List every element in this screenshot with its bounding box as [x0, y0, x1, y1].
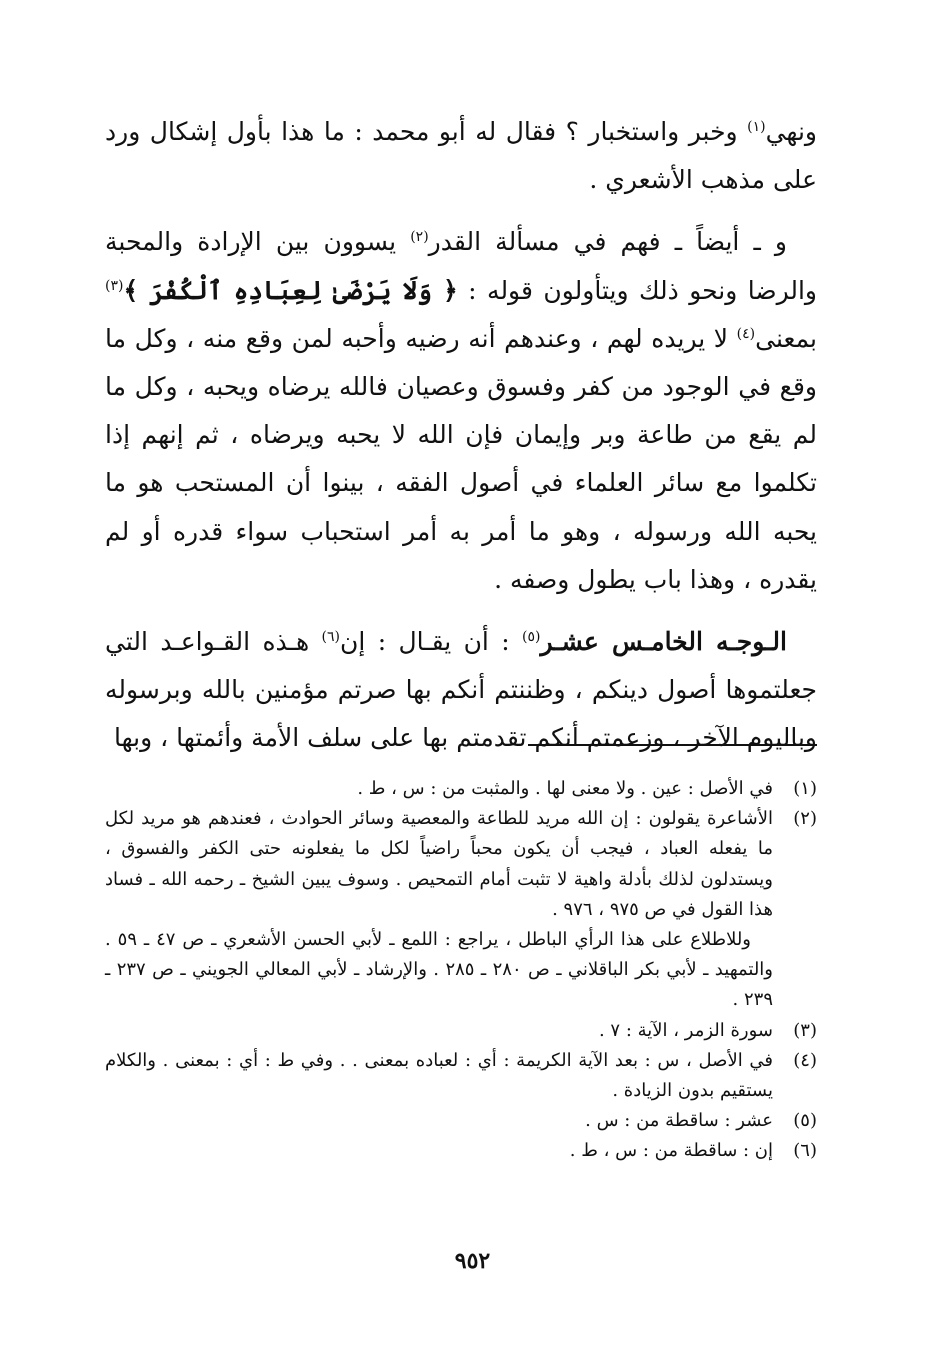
text-run: بمعنى	[755, 323, 817, 353]
footnote-6	[105, 1136, 817, 1166]
text-run: يسوون بين الإرادة والمحبة والرضا ونحو ذلك ويتأولون قوله :	[105, 227, 817, 305]
footnote-separator	[528, 744, 817, 746]
text-run: هـذه القـواعـد التي جعلتموها أصول دينكم ، وظننتم أنكم بها صرتم مؤمنين بالله وبرسوله وباليوم الآخر ، وزعمتم أنكم تقدمتم بها على سلف الأمة وأئمتها ، وبها	[105, 627, 817, 753]
footnote-number: (٣)	[793, 1019, 817, 1041]
text-run: و ـ أيضاً ـ فهم في مسألة القدر	[428, 227, 787, 257]
footnote-ref-1[interactable]: (١)	[747, 119, 766, 135]
footnotes	[105, 774, 817, 1167]
footnote-text: عشر : ساقطة من : س .	[585, 1110, 773, 1132]
footnote-4	[105, 1046, 817, 1106]
text-run: لا يريده لهم ، وعندهم أنه رضيه وأحبه لمن وقع منه ، وكل ما وقع في الوجود من كفر وفسوق وعصيان فالله يرضاه ويحبه ، وكل ما لم يقع من طاعة وبر وإيمان فإن الله لا يحبه ويرضاه ، ثم إنهم إذا تكلموا مع سائر العلماء في أصول الفقه ، بينوا أن المستحب هو ما يحبه الله ورسوله ، وهو ما أمر به أمر استحباب سواء قدره أو لم يقدره ، وهذا باب يطول وصفه .	[105, 323, 817, 594]
main-text	[105, 108, 817, 763]
paragraph-3	[105, 618, 817, 763]
text-run: ونهي	[765, 117, 817, 146]
footnote-text: سورة الزمر ، الآية : ٧ .	[598, 1019, 773, 1041]
text-run: : أن يقـال : إن	[340, 627, 523, 657]
footnote-ref-2[interactable]: (٢)	[410, 229, 429, 246]
footnote-ref-3[interactable]: (٣)	[105, 277, 124, 294]
quran-verse: ﴿ وَلَا يَرْضَىٰ لِعِبَادِهِ ٱلْكُفْرَ ﴾	[123, 275, 458, 305]
footnote-paragraph: وللاطلاع على هذا الرأي الباطل ، يراجع : اللمع ـ لأبي الحسن الأشعري ـ ص ٤٧ ـ ٥٩ . والتمهيد ـ لأبي بكر الباقلاني ـ ص ٢٨٠ ـ ٢٨٥ . والإرشاد ـ لأبي المعالي الجويني ـ ص ٢٣٧ ـ ٢٣٩ .	[105, 929, 774, 1011]
footnote-number: (٢)	[793, 808, 817, 830]
footnote-text	[105, 804, 773, 1015]
footnote-text: في الأصل : عين . ولا معنى لها . والمثبت من : س ، ط .	[357, 778, 773, 799]
footnote-number: (٦)	[793, 1140, 817, 1162]
page-number: ٩٥٢	[454, 1248, 491, 1274]
footnote-5	[105, 1106, 817, 1136]
text-run: وخبر واستخبار ؟ فقال له أبو محمد : ما هذا بأول إشكال ورد على مذهب الأشعري .	[105, 117, 817, 195]
section-heading: الـوجـه الخامـس عشـر	[540, 627, 787, 657]
footnote-ref-5[interactable]: (٥)	[522, 629, 541, 646]
footnote-number: (٥)	[793, 1110, 817, 1132]
footnote-number: (١)	[793, 778, 817, 799]
footnote-ref-4[interactable]: (٤)	[736, 325, 756, 342]
footnote-paragraph: الأشاعرة يقولون : إن الله مريد للطاعة والمعصية وسائر الحوادث ، فعندهم هو مريد لكل ما يفعله العباد ، فيجب أن يكون محباً راضياً لكل ما يفعلونه حتى الكفر والفسوق ، ويستدلون لذلك بأدلة واهية لا تثبت أمام التمحيص . وسوف يبين الشيخ ـ رحمه الله ـ فساد هذا القول في ص ٩٧٥ ، ٩٧٦ .	[105, 808, 773, 920]
footnote-1	[105, 774, 817, 804]
footnote-text: في الأصل ، س : بعد الآية الكريمة : أي : لعباده بمعنى . . وفي ط : أي : بمعنى . والكلام يستقيم بدون الزيادة .	[105, 1049, 773, 1102]
paragraph-1	[105, 108, 817, 204]
footnote-2	[105, 804, 817, 1015]
footnote-ref-6[interactable]: (٦)	[321, 629, 341, 646]
footnote-text: إن : ساقطة من : س ، ط .	[569, 1140, 773, 1162]
footnote-3	[105, 1016, 817, 1046]
footnote-number: (٤)	[793, 1049, 817, 1071]
paragraph-2	[105, 218, 817, 604]
